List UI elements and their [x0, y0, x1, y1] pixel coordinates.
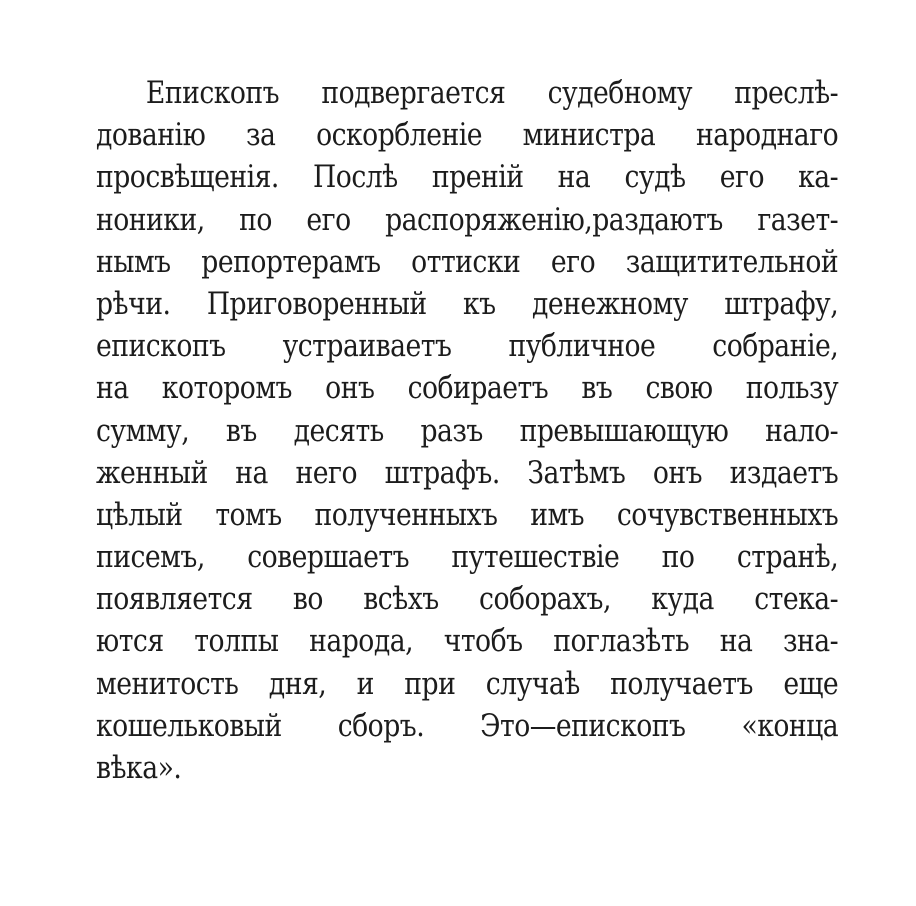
text-line: ноники, по его распоряженію,раздаютъ газет-	[96, 201, 839, 238]
text-line: на которомъ онъ собираетъ въ свою пользу	[96, 370, 839, 407]
text-line: кошельковый сборъ. Это—епископъ «конца	[96, 707, 839, 744]
text-line: Епископъ подвергается судебному преслѣ-	[145, 75, 839, 111]
text-line: вѣка».	[96, 750, 182, 786]
text-line: ются толпы народа, чтобъ поглазѣть на зна-	[96, 623, 839, 660]
text-line: появляется во всѣхъ соборахъ, куда стека-	[96, 581, 839, 618]
text-line: просвѣщенія. Послѣ преній на судѣ его ка-	[96, 159, 839, 196]
text-line: нымъ репортерамъ оттиски его защитительной	[96, 243, 839, 280]
text-line: дованію за оскорбленіе министра народнаго	[96, 117, 839, 154]
text-line: менитость дня, и при случаѣ получаетъ еще	[96, 665, 839, 702]
text-line: женный на него штрафъ. Затѣмъ онъ издаетъ	[96, 454, 839, 491]
text-line: рѣчи. Приговоренный къ денежному штрафу,	[96, 285, 839, 322]
text-line: епископъ устраиваетъ публичное собраніе,	[96, 328, 839, 365]
text-line: писемъ, совершаетъ путешествіе по странѣ,	[96, 539, 839, 576]
text-line: сумму, въ десять разъ превышающую нало-	[96, 412, 839, 449]
text-line: цѣлый томъ полученныхъ имъ сочувственныхъ	[96, 496, 839, 533]
body-paragraph	[96, 72, 838, 789]
